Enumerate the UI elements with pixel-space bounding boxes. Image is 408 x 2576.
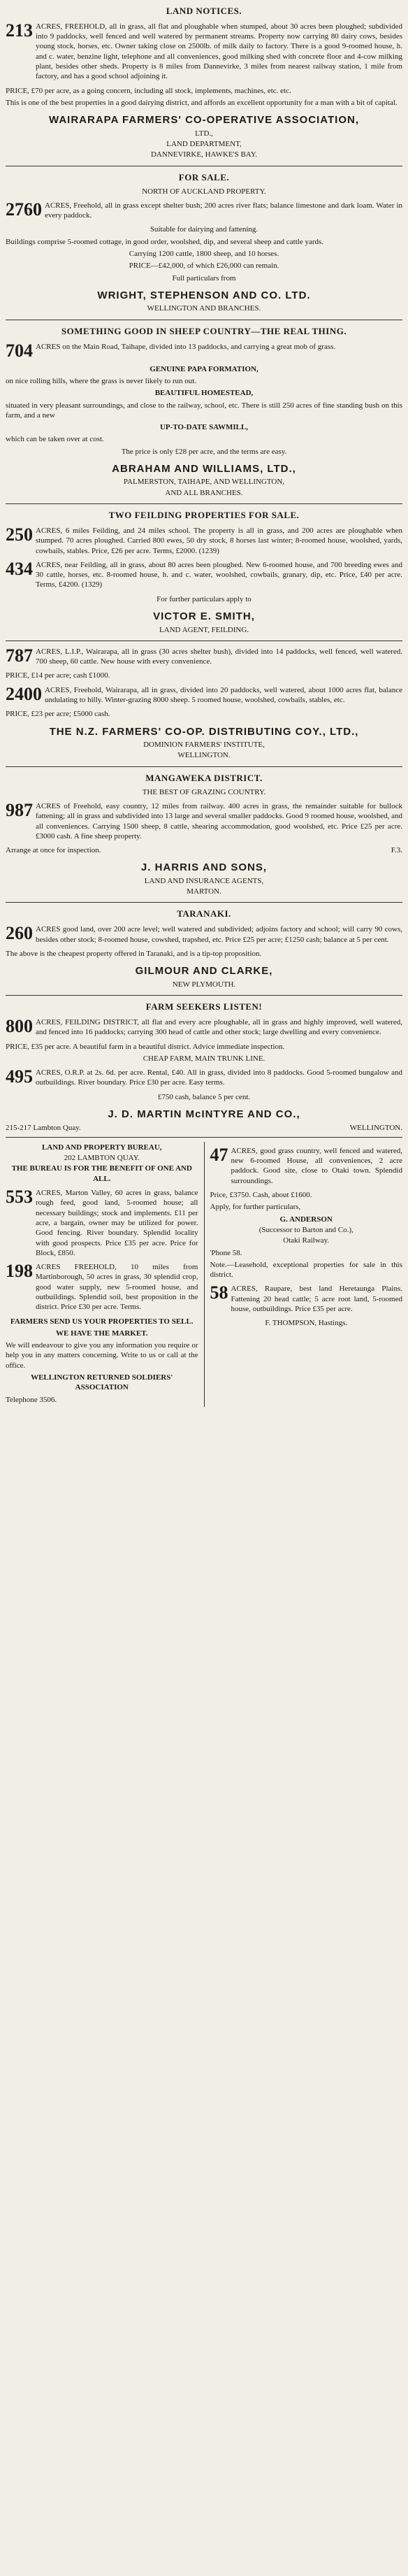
listing-body: on nice rolling hills, where the grass is never likely to run out. bbox=[6, 376, 197, 385]
listing-198-acres bbox=[6, 1262, 198, 1312]
full-particulars: Full particulars from bbox=[172, 273, 236, 282]
agent-place: DOMINION FARMERS' INSTITUTE, bbox=[143, 740, 265, 750]
listing-body: ACRES, good grass country, well fenced and watered, new 6-roomed House, all conveniences, 2 acre paddock. Good site, close to Otaki town. Splendid surroundings. bbox=[231, 1146, 402, 1185]
apply-note: Apply, for further particulars, bbox=[210, 1203, 301, 1212]
listing-carrying: Carrying 1200 cattle, 1800 sheep, and 10 horses. bbox=[129, 250, 279, 259]
listing-495-acres bbox=[6, 1068, 402, 1088]
association-name: WELLINGTON RETURNED SOLDIERS' ASSOCIATION bbox=[31, 1373, 173, 1392]
listing-feature: GENUINE PAPA FORMATION, bbox=[150, 364, 258, 373]
listing-body: ACRES, Freehold, Wairarapa, all in grass, divided into 20 paddocks, well watered, about 1000 acres flat, balance undulating to hilly. Winter-grazing 8000 sheep. 5 roomed house, woolshed, cowbails, stables, etc. bbox=[45, 685, 402, 705]
acreage-number: 787 bbox=[6, 645, 33, 666]
agent-place: NEW PLYMOUTH. bbox=[172, 980, 236, 989]
listing-2400-acres bbox=[6, 685, 402, 706]
agent-place: AND ALL BRANCHES. bbox=[165, 488, 243, 497]
agent-place: WELLINGTON. bbox=[177, 751, 231, 760]
listing-body: ACRES, near Feilding, all in grass, about 80 acres been ploughed. New 6-roomed house, and 700 breeding ewes and 30 cattle, horses, etc. 8-roomed house, h. and c. water, woolshed, cowbails, granary, dip, etc. Price, £40 per acre. Terms, £4200. (1329) bbox=[36, 560, 402, 589]
bureau-body: We will endeavour to give you any information you require or help you in any matters concerning. Write to us or call at the office. bbox=[6, 1341, 198, 1370]
listing-250-acres bbox=[6, 526, 402, 556]
listing-260-acres bbox=[6, 924, 402, 945]
agent-name: J. D. MARTIN McINTYRE AND CO., bbox=[108, 1108, 300, 1121]
divider bbox=[6, 503, 402, 504]
land-notices-header: LAND NOTICES. bbox=[166, 6, 242, 16]
acreage-number: 434 bbox=[6, 558, 33, 579]
agent-name: J. HARRIS AND SONS, bbox=[140, 861, 268, 874]
agent-name: VICTOR E. SMITH, bbox=[153, 610, 255, 623]
section-title: FARM SEEKERS LISTEN! bbox=[145, 1001, 263, 1012]
listing-body: ACRES, O.R.P. at 2s. 6d. per acre. Rental, £40. All in grass, divided into 8 paddocks. Good 5-roomed bungalow and outbuildings. River boundary. Price £30 per acre. Easy terms. bbox=[36, 1068, 402, 1087]
inspection-line bbox=[6, 845, 402, 855]
listing-213-acres bbox=[6, 22, 402, 82]
listing-58-acres bbox=[210, 1284, 403, 1314]
listing-987-acres bbox=[6, 801, 402, 841]
agent-place: WELLINGTON AND BRANCHES. bbox=[147, 304, 261, 313]
acreage-number: 553 bbox=[6, 1187, 33, 1208]
agent-name: GILMOUR AND CLARKE, bbox=[135, 965, 273, 978]
acreage-number: 58 bbox=[210, 1282, 228, 1303]
divider bbox=[6, 766, 402, 767]
agent-name: THE N.Z. FARMERS' CO-OP. DISTRIBUTING COY., LTD., bbox=[49, 725, 359, 738]
agent-suffix: LTD., bbox=[195, 129, 213, 138]
acreage-number: 47 bbox=[210, 1144, 228, 1165]
acreage-number: 495 bbox=[6, 1066, 33, 1087]
listing-body: ACRES, 6 miles Feilding, and 24 miles school. The property is all in grass, and 200 acres are ploughable when stumped. 70 acres ploughed. Carried 800 ewes, 50 dry stock, 8 horses last winter; 8-roomed house, woolshed, yards, cowbails, stables. Price, £26 per acre. Terms, £2000. (1239) bbox=[36, 526, 402, 555]
listing-434-acres bbox=[6, 560, 402, 590]
acreage-number: 704 bbox=[6, 340, 33, 361]
listing-body: ACRES, Freehold, all in grass except shelter bush; 200 acres river flats; balance limestone and dark loam. Water in every paddock. bbox=[45, 201, 402, 220]
bottom-columns bbox=[6, 1137, 402, 1407]
section-subtitle: THE BEST OF GRAZING COUNTRY. bbox=[142, 787, 266, 796]
listing-feature: BEAUTIFUL HOMESTEAD, bbox=[154, 389, 254, 398]
bureau-name: LAND AND PROPERTY BUREAU, bbox=[41, 1143, 162, 1152]
listing-price: £750 cash, balance 5 per cent. bbox=[157, 1092, 251, 1101]
listing-heading: CHEAP FARM, MAIN TRUNK LINE. bbox=[143, 1054, 265, 1063]
divider bbox=[6, 902, 402, 903]
listing-body: ACRES FREEHOLD, 10 miles from Martinborough, 50 acres in grass, 30 splendid crop, good water supply, new 5-roomed house, and outbuildings. Splendid soil, best proposition in the district. Price £30 per acre. Terms. bbox=[36, 1263, 198, 1312]
acreage-number: 260 bbox=[6, 923, 33, 944]
agent-name: WRIGHT, STEPHENSON AND CO. LTD. bbox=[97, 289, 311, 301]
listing-47-acres bbox=[210, 1146, 403, 1186]
bureau-phone: Telephone 3506. bbox=[6, 1395, 57, 1404]
listing-body: ACRES on the Main Road, Taihape, divided into 13 paddocks, and carrying a great mob of grass. bbox=[36, 342, 336, 351]
agent-place: Otaki Railway. bbox=[283, 1236, 330, 1245]
left-column bbox=[6, 1142, 198, 1407]
acreage-number: 987 bbox=[6, 799, 33, 820]
listing-body: ACRES, FEILDING DISTRICT, all flat and every acre ploughable, all in grass and highly improved, well watered, and fenced into 16 paddocks; carrying 300 head of cattle and other stock; large dwelling and every convenience. bbox=[36, 1017, 402, 1037]
agent-address: 215-217 Lambton Quay. bbox=[6, 1123, 81, 1132]
agent-place: LAND AND INSURANCE AGENTS, bbox=[144, 876, 264, 885]
section-title: FOR SALE. bbox=[178, 171, 230, 183]
agent-suffix: (Successor to Barton and Co.), bbox=[258, 1225, 354, 1234]
agent-place: LAND AGENT, FEILDING. bbox=[159, 625, 249, 634]
right-column bbox=[210, 1142, 403, 1407]
agent-address-line bbox=[6, 1123, 402, 1133]
listing-price: PRICE, £14 per acre; cash £1000. bbox=[6, 671, 110, 680]
listing-buildings: Buildings comprise 5-roomed cottage, in good order, woolshed, dip, and several sheep and cattle yards. bbox=[6, 237, 324, 246]
agent-phone: 'Phone 58. bbox=[210, 1248, 242, 1257]
listing-704-acres bbox=[6, 342, 402, 360]
market-heading: WE HAVE THE MARKET. bbox=[56, 1329, 148, 1338]
acreage-number: 2400 bbox=[6, 683, 42, 704]
inspection-note: Arrange at once for inspection. bbox=[6, 846, 101, 855]
bureau-slogan: THE BUREAU IS FOR THE BENEFIT OF ONE AND ALL. bbox=[11, 1164, 192, 1183]
leasehold-note: Note.—Leasehold, exceptional properties for sale in this district. bbox=[210, 1260, 402, 1280]
listing-body: ACRES good land, over 200 acre level; well watered and subdivided; adjoins factory and school; will carry 90 cows, besides other stock; 8-roomed house, cowshed, trapshed, etc. Price £25 per acre; £1250 cash; balance at 5 per cent. bbox=[36, 925, 402, 944]
column-divider bbox=[204, 1142, 205, 1407]
agent-place: WELLINGTON. bbox=[349, 1123, 402, 1132]
acreage-number: 2760 bbox=[6, 199, 42, 220]
listing-body: ACRES, Marton Valley, 60 acres in grass, balance rough feed, good land, 5-roomed house; all necessary buildings; stock and implements. £11 per acre, a bargain, owner may be utilized for power. Good fencing. River boundary. Splendid locality with good prospects. Price £35 per acre. Price for Block, £850. bbox=[36, 1189, 198, 1257]
listing-price: PRICE—£42,000, of which £26,000 can remain. bbox=[129, 262, 279, 271]
bureau-address: 202 LAMBTON QUAY. bbox=[64, 1154, 140, 1163]
section-title: TARANAKI. bbox=[177, 908, 231, 920]
listing-800-acres bbox=[6, 1017, 402, 1038]
listing-2760-acres bbox=[6, 201, 402, 221]
listing-price: PRICE, £23 per acre; £5000 cash. bbox=[6, 710, 110, 719]
agent-place: MARTON. bbox=[187, 887, 221, 896]
listing-body: which can be taken over at cost. bbox=[6, 435, 104, 444]
further-particulars: For further particulars apply to bbox=[156, 594, 252, 603]
listing-787-acres bbox=[6, 647, 402, 667]
listing-body: ACRES, FREEHOLD, all in grass, all flat and ploughable when stumped, about 30 acres been ploughed; subdivided into 9 paddocks, well fenced and well watered by permanent streams. Property now carrying 80 dairy cows, besides young stock, horses, etc. Owner taking close on 2500lb. of milk daily to factory. There is a good 9-roomed house, h. and c. water, benzine light, telephone and all conveniences, good milking shed with concrete floor and 4-cow milking plant, besides other sheds. Property is 8 miles from Dannevirke, 3 miles from nearest railway station, 1 mile from factory, and has a good school adjoining it. bbox=[36, 22, 402, 81]
listing-body: ACRES, L.I.P., Wairarapa, all in grass (30 acres shelter bush), divided into 14 paddocks, well fenced, well watered. 700 sheep, 60 cattle. New house with every convenience. bbox=[36, 647, 402, 666]
acreage-number: 213 bbox=[6, 20, 33, 41]
section-title: SOMETHING GOOD IN SHEEP COUNTRY—THE REAL THING. bbox=[61, 325, 347, 336]
agent-department: LAND DEPARTMENT, bbox=[166, 140, 242, 149]
acreage-number: 250 bbox=[6, 524, 33, 545]
listing-feature: UP-TO-DATE SAWMILL, bbox=[159, 423, 249, 432]
reference-code: F.3. bbox=[391, 846, 402, 855]
divider bbox=[6, 995, 402, 996]
acreage-number: 198 bbox=[6, 1261, 33, 1282]
listing-body: situated in very pleasant surroundings, and close to the railway, school, etc. There is still 250 acres of fine standing bush on this farm, and a new bbox=[6, 401, 402, 420]
agent-name: WAIRARAPA FARMERS' CO-OPERATIVE ASSOCIATION, bbox=[49, 114, 359, 127]
listing-price: PRICE, £70 per acre, as a going concern, including all stock, implements, machines, etc. etc. bbox=[6, 86, 291, 95]
acreage-number: 800 bbox=[6, 1015, 33, 1036]
wanted-heading: FARMERS SEND US YOUR PROPERTIES TO SELL. bbox=[10, 1317, 194, 1326]
listing-suitability: Suitable for dairying and fattening. bbox=[150, 225, 258, 234]
agent-place: PALMERSTON, TAIHAPE, AND WELLINGTON, bbox=[123, 478, 285, 487]
section-title: TWO FEILDING PROPERTIES FOR SALE. bbox=[108, 510, 300, 521]
section-title: MANGAWEKA DISTRICT. bbox=[145, 772, 263, 783]
listing-price: Price, £3750. Cash, about £1600. bbox=[210, 1191, 312, 1200]
listing-553-acres bbox=[6, 1188, 198, 1258]
agent-name: F. THOMPSON, Hastings. bbox=[265, 1319, 348, 1328]
listing-note: The above is the cheapest property offered in Taranaki, and is a tip-top proposition. bbox=[6, 949, 262, 958]
listing-price: The price is only £28 per acre, and the terms are easy. bbox=[121, 447, 287, 456]
section-subtitle: NORTH OF AUCKLAND PROPERTY. bbox=[142, 187, 266, 196]
listing-note: This is one of the best properties in a good dairying district, and affords an excellent opportunity for a man with a bit of capital. bbox=[6, 98, 398, 107]
agent-name: G. ANDERSON bbox=[279, 1215, 333, 1224]
listing-body: ACRES, Raupare, best land Heretaunga Plains. Fattening 20 head cattle; 5 acre root land, 5-roomed house, outbuildings. Price £35 per acre. bbox=[231, 1285, 402, 1313]
agent-place: DANNEVIRKE, HAWKE'S BAY. bbox=[150, 150, 258, 159]
agent-name: ABRAHAM AND WILLIAMS, LTD., bbox=[112, 462, 296, 475]
listing-price: PRICE, £35 per acre. A beautiful farm in a beautiful district. Advice immediate inspection. bbox=[6, 1042, 285, 1051]
listing-body: ACRES of Freehold, easy country, 12 miles from railway. 400 acres in grass, the remainder suitable for bullock fattening; all in grass and subdivided into 13 large and several smaller paddocks. Good 9 roomed house, woolshed, and all conveniences. Carrying 1500 sheep, 8 cattle, shearing accommodation, good woolshed, etc. Price £25 per acre. £3000 cash. A fine sheep property. bbox=[36, 801, 402, 840]
